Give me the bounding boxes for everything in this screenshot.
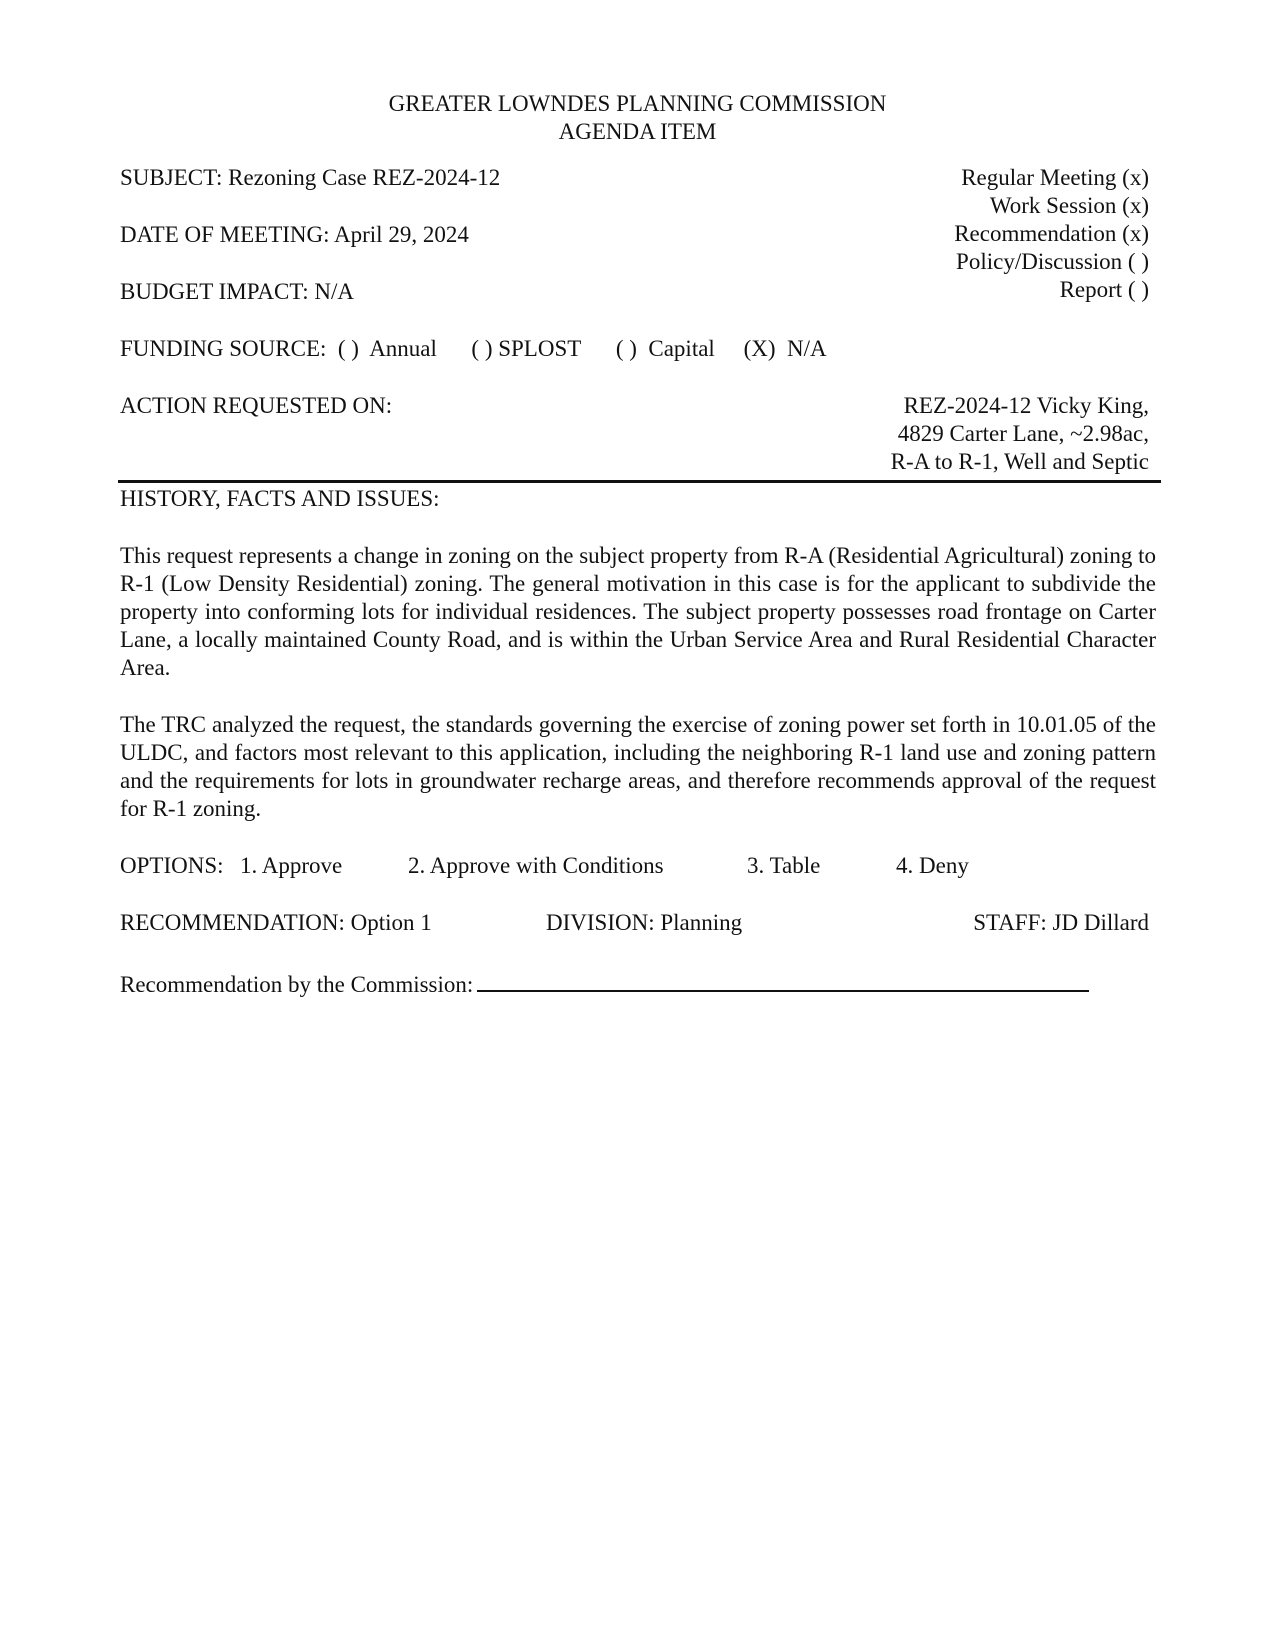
option-deny: 4. Deny (896, 853, 969, 878)
document-header (120, 90, 1155, 146)
option-approve-with-conditions: 2. Approve with Conditions (408, 853, 664, 878)
meeting-type-report: Report ( ) (1059, 277, 1149, 302)
commission-label: Recommendation by the Commission: (120, 972, 474, 997)
option-approve: 1. Approve (240, 853, 343, 878)
meeting-type-list (749, 164, 1155, 304)
action-details (729, 392, 1155, 476)
meeting-type-regular: Regular Meeting (x) (961, 165, 1149, 190)
funding-capital: ( ) Capital (615, 336, 715, 361)
action-line-1: REZ-2024-12 Vicky King, (903, 393, 1149, 418)
meeting-type-recommendation: Recommendation (x) (954, 221, 1149, 246)
division-field: DIVISION: Planning (546, 910, 743, 935)
options-label: OPTIONS: (120, 853, 224, 878)
recommendation-row (120, 909, 1155, 937)
date-of-meeting-field: DATE OF MEETING: April 29, 2024 (120, 222, 469, 247)
funding-splost: ( ) SPLOST (471, 336, 582, 361)
org-title: GREATER LOWNDES PLANNING COMMISSION (388, 91, 887, 116)
staff-field: STAFF: JD Dillard (973, 910, 1149, 935)
commission-recommendation-row (120, 968, 1155, 999)
budget-impact-field: BUDGET IMPACT: N/A (120, 279, 354, 304)
action-line-2: 4829 Carter Lane, ~2.98ac, (897, 421, 1149, 446)
history-heading: HISTORY, FACTS AND ISSUES: (120, 486, 440, 511)
agenda-item-document (120, 90, 1155, 999)
subject-field: SUBJECT: Rezoning Case REZ-2024-12 (120, 165, 501, 190)
funding-na: (X) N/A (743, 336, 827, 361)
action-line-3: R-A to R-1, Well and Septic (890, 449, 1149, 474)
recommendation-field: RECOMMENDATION: Option 1 (120, 910, 432, 935)
meeting-fields (120, 164, 740, 335)
commission-signature-line (477, 968, 1089, 992)
history-paragraph-1: This request represents a change in zoning on the subject property from R-A (Residential Agricultural) zoning to R-1 (Low Density Residential) zoning. The general motivation in this case is for the applicant to subdivide the property into conforming lots for individual residences. The subject property possesses road frontage on Carter Lane, a locally maintained County Road, and is within the Urban Service Area and Rural Residential Character Area. (120, 543, 1156, 680)
funding-source-row (120, 335, 1155, 363)
history-paragraph-2: The TRC analyzed the request, the standards governing the exercise of zoning power set forth in 10.01.05 of the ULDC, and factors most relevant to this application, including the neighboring R-1 land use and zoning pattern and the requirements for lots in groundwater recharge areas, and therefore recommends approval of the request for R-1 zoning. (120, 712, 1156, 821)
meeting-type-work-session: Work Session (x) (989, 193, 1149, 218)
section-divider (118, 480, 1161, 483)
options-row (120, 852, 1155, 880)
action-requested-row (120, 392, 1155, 476)
funding-label: FUNDING SOURCE: (120, 336, 327, 361)
doc-type-title: AGENDA ITEM (558, 119, 717, 144)
action-label: ACTION REQUESTED ON: (120, 393, 393, 418)
option-table: 3. Table (747, 853, 821, 878)
funding-annual: ( ) Annual (337, 336, 437, 361)
meeting-type-policy: Policy/Discussion ( ) (956, 249, 1149, 274)
meeting-info-block (120, 164, 1155, 335)
